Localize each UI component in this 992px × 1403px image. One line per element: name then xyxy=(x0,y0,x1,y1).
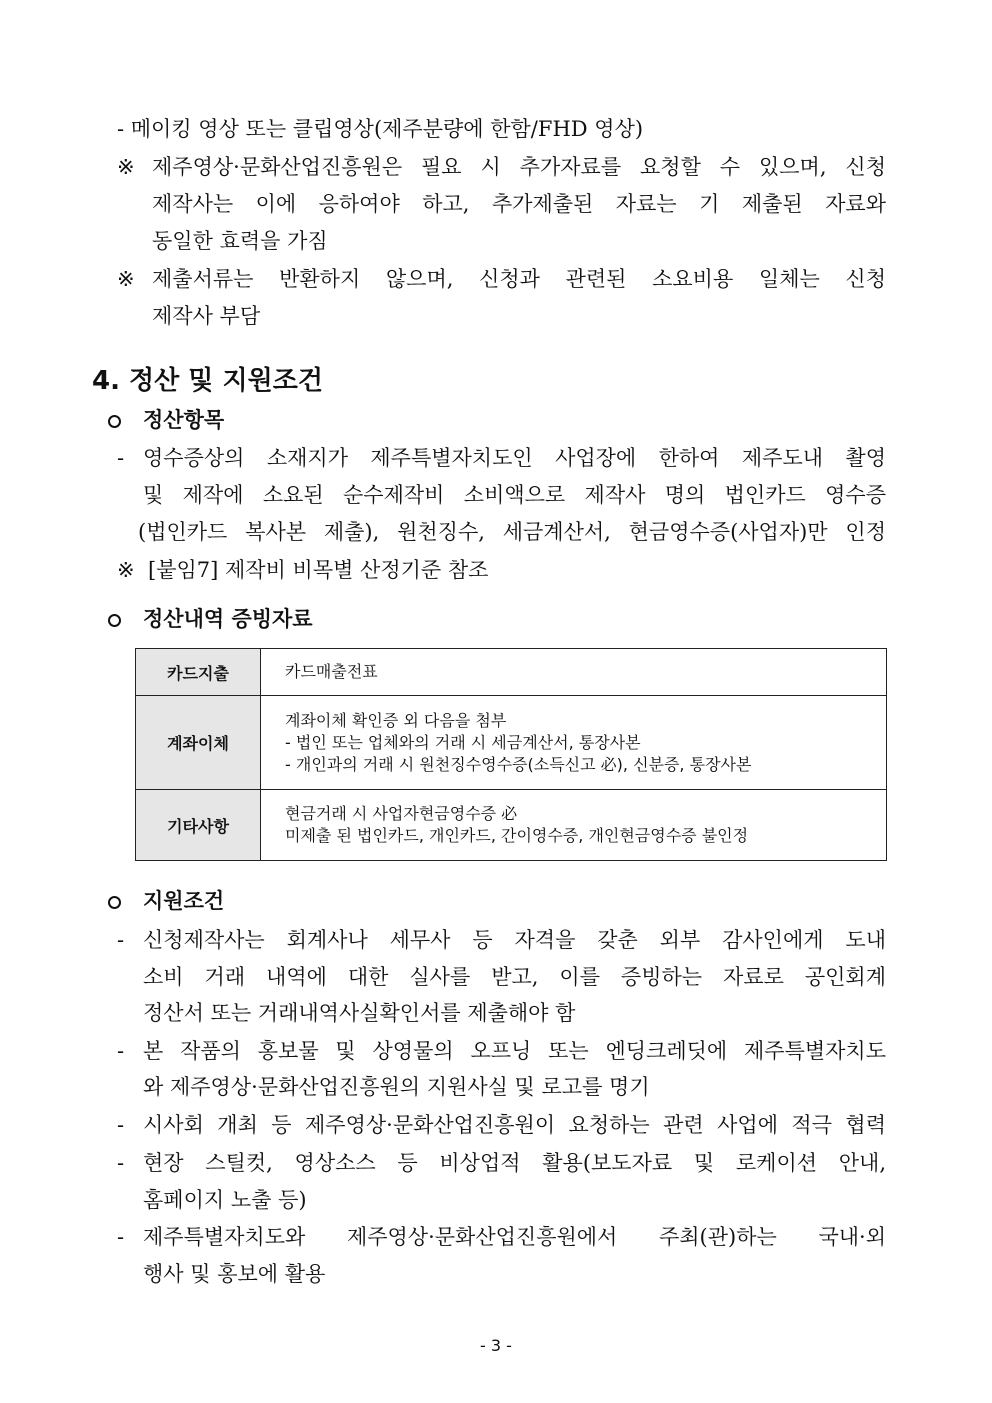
body-text: 및 제작에 소요된 순수제작비 소비액으로 제작사 명의 법인카드 영수증 xyxy=(143,483,886,507)
body-text: 영수증상의 소재지가 제주특별자치도인 사업장에 한하여 제주도내 촬영 xyxy=(143,446,886,470)
dash-mark: - xyxy=(117,928,125,952)
note-mark: ※ xyxy=(117,155,135,179)
table-row xyxy=(136,790,887,861)
circle-bullet-icon xyxy=(108,415,121,428)
subsection-title: 정산내역 증빙자료 xyxy=(143,606,313,631)
dash-mark: - xyxy=(117,446,125,470)
table-row xyxy=(136,696,887,790)
circle-bullet-icon xyxy=(108,896,121,909)
table-row xyxy=(136,649,887,696)
body-text: 행사 및 홍보에 활용 xyxy=(143,1262,326,1286)
row-header: 기타사항 xyxy=(136,790,261,861)
row-content xyxy=(261,696,887,790)
row-header: 계좌이체 xyxy=(136,696,261,790)
subsection-title: 지원조건 xyxy=(143,888,225,913)
dash-mark: - xyxy=(117,1225,125,1249)
body-text: 제주영상·문화산업진흥원은 필요 시 추가자료를 요청할 수 있으며, 신청 xyxy=(152,155,886,179)
body-text: 제작사 부담 xyxy=(152,304,261,328)
cell-line: 미제출 된 법인카드, 개인카드, 간이영수증, 개인현금영수증 불인정 xyxy=(285,826,749,845)
subsection-title: 정산항목 xyxy=(143,407,225,432)
section-heading: 4. 정산 및 지원조건 xyxy=(92,366,323,396)
cell-line: 계좌이체 확인증 외 다음을 첨부 xyxy=(285,710,507,730)
body-text: 제주특별자치도와 제주영상·문화산업진흥원에서 주최(관)하는 국내·외 xyxy=(143,1225,886,1249)
note-mark: ※ xyxy=(117,558,135,582)
body-text: 신청제작사는 회계사나 세무사 등 자격을 갖춘 외부 감사인에게 도내 xyxy=(143,928,886,952)
row-content xyxy=(261,790,887,861)
note-mark: ※ xyxy=(117,267,135,291)
cell-line: - 법인 또는 업체와의 거래 시 세금계산서, 통장사본 xyxy=(285,732,641,752)
body-text: 소비 거래 내역에 대한 실사를 받고, 이를 증빙하는 자료로 공인회계 xyxy=(143,965,886,989)
dash-mark: - xyxy=(117,1113,125,1137)
body-text: 제작사는 이에 응하여야 하고, 추가제출된 자료는 기 제출된 자료와 xyxy=(152,192,886,216)
cell-line: 현금거래 시 사업자현금영수증 必 xyxy=(285,804,518,823)
dash-mark: - xyxy=(117,1151,125,1175)
body-text: 와 제주영상·문화산업진흥원의 지원사실 및 로고를 명기 xyxy=(143,1075,650,1099)
body-text: 정산서 또는 거래내역사실확인서를 제출해야 함 xyxy=(143,1001,576,1025)
body-text: 제출서류는 반환하지 않으며, 신청과 관련된 소요비용 일체는 신청 xyxy=(152,267,886,291)
page-number: - 3 - xyxy=(480,1336,512,1355)
body-text: 동일한 효력을 가짐 xyxy=(152,229,328,253)
body-text: (법인카드 복사본 제출), 원천징수, 세금계산서, 현금영수증(사업자)만 인정 xyxy=(138,520,886,544)
body-text: [붙임7] 제작비 비목별 산정기준 참조 xyxy=(148,558,489,582)
row-content xyxy=(261,649,887,696)
dash-mark: - xyxy=(117,1039,125,1063)
body-text: - 메이킹 영상 또는 클립영상(제주분량에 한함/FHD 영상) xyxy=(117,117,644,141)
cell-line: 카드매출전표 xyxy=(285,662,378,681)
body-text: 시사회 개최 등 제주영상·문화산업진흥원이 요청하는 관련 사업에 적극 협력 xyxy=(143,1113,886,1137)
body-text: 본 작품의 홍보물 및 상영물의 오프닝 또는 엔딩크레딧에 제주특별자치도 xyxy=(143,1039,886,1063)
cell-line: - 개인과의 거래 시 원천징수영수증(소득신고 必), 신분증, 통장사본 xyxy=(285,754,752,774)
body-text: 현장 스틸컷, 영상소스 등 비상업적 활용(보도자료 및 로케이션 안내, xyxy=(143,1151,886,1175)
proof-table xyxy=(135,648,887,861)
body-text: 홈페이지 노출 등) xyxy=(143,1188,307,1212)
row-header: 카드지출 xyxy=(136,649,261,696)
circle-bullet-icon xyxy=(108,614,121,627)
